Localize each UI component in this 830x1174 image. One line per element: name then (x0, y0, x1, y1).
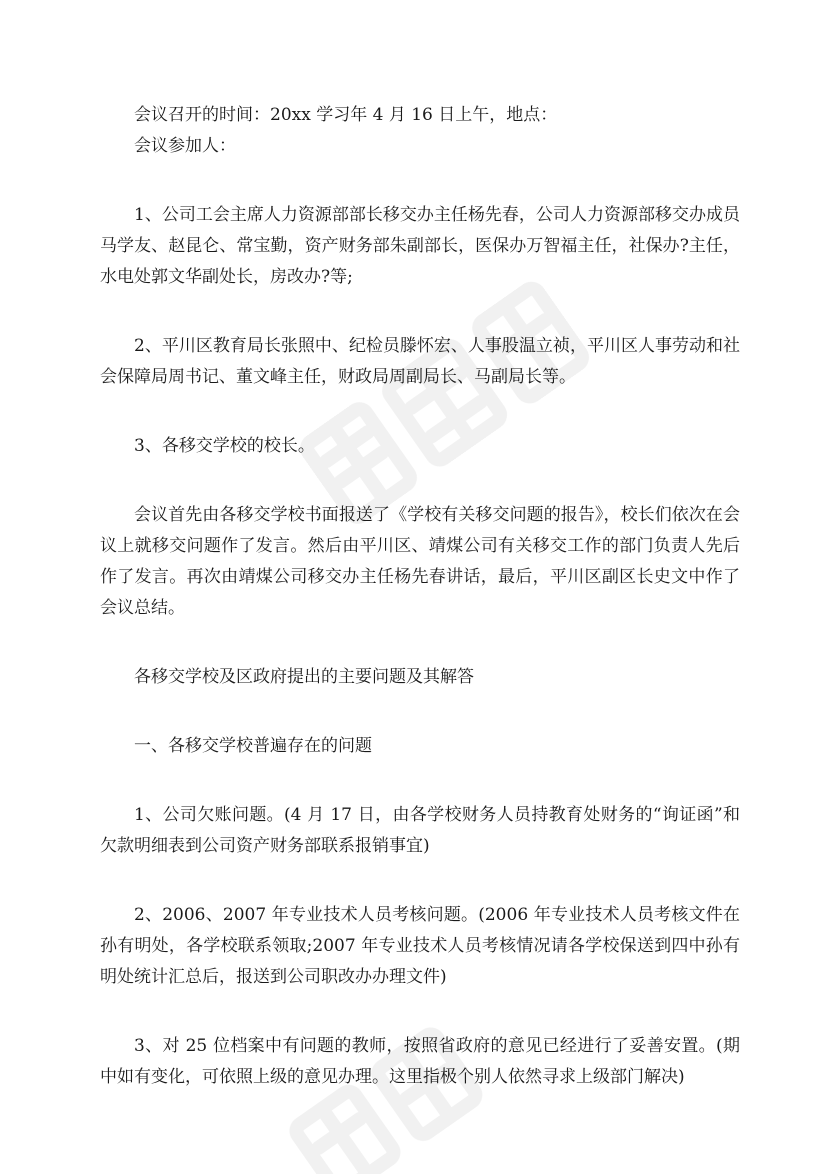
issue-item-2: 2、2006、2007 年专业技术人员考核问题。(2006 年专业技术人员考核文件在孙有明处，各学校联系领取;2007 年专业技术人员考核情况请各学校保送到四中孙有明处统计汇总后，报送到公司职改办办理文件) (100, 905, 740, 987)
subsection-heading: 一、各移交学校普遍存在的问题 (134, 736, 372, 756)
participant-item-2: 2、平川区教育局长张照中、纪检员滕怀宏、人事股温立祯，平川区人事劳动和社会保障局周书记、董文峰主任，财政局周副局长、马副局长等。 (100, 336, 740, 387)
participant-item-1: 1、公司工会主席人力资源部部长移交办主任杨先春，公司人力资源部移交办成员马学友、赵昆仑、常宝勤，资产财务部朱副部长，医保办万智福主任，社保办?主任，水电处郭文华副处长，房改办?等; (100, 205, 740, 287)
issue-item-1: 1、公司欠账问题。(4 月 17 日，由各学校财务人员持教育处财务的“询证函”和欠款明细表到公司资产财务部联系报销事宜) (100, 805, 740, 856)
issue-item-3: 3、对 25 位档案中有问题的教师，按照省政府的意见已经进行了妥善安置。(期中如有变化，可依照上级的意见办理。这里指极个别人依然寻求上级部门解决) (100, 1036, 740, 1087)
document-body (100, 100, 740, 1093)
section-heading: 各移交学校及区政府提出的主要问题及其解答 (134, 667, 474, 687)
participants-label: 会议参加人： (134, 136, 236, 156)
participant-item-3: 3、各移交学校的校长。 (134, 436, 315, 456)
meeting-process-paragraph: 会议首先由各移交学校书面报送了《学校有关移交问题的报告》，校长们依次在会议上就移交问题作了发言。然后由平川区、靖煤公司有关移交工作的部门负责人先后作了发言。再次由靖煤公司移交办主任杨先春讲话，最后，平川区副区长史文中作了会议总结。 (100, 505, 740, 618)
meeting-time-line: 会议召开的时间：20xx 学习年 4 月 16 日上午，地点： (134, 105, 558, 125)
